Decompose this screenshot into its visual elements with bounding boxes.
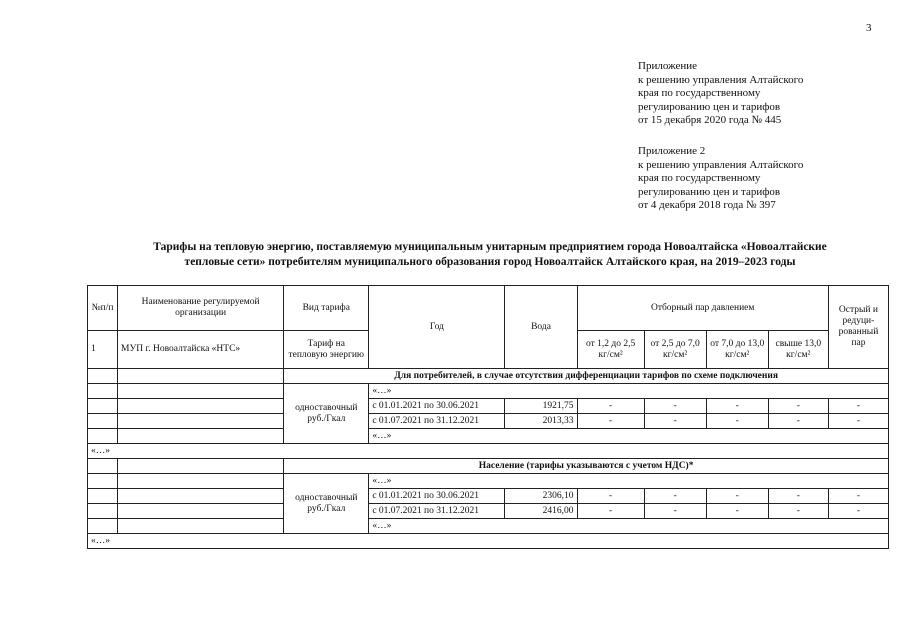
period-cell: с 01.07.2021 по 31.12.2021 (369, 414, 505, 429)
period-cell: с 01.01.2021 по 30.06.2021 (369, 399, 505, 414)
sharp-steam-cell: - (828, 414, 888, 429)
tariff-label-2: одноставочный руб./Гкал (284, 474, 369, 534)
header-year: Год (369, 286, 505, 369)
steam-cell: - (706, 489, 768, 504)
org-name: МУП г. Новоалтайска «НТС» (118, 331, 284, 369)
steam-cell: - (768, 399, 828, 414)
ellipsis: «…» (369, 429, 889, 444)
table-row (88, 399, 889, 414)
steam-cell: - (644, 504, 706, 519)
table-row (88, 489, 889, 504)
org-tariff-type: Тариф на тепловую энергию (284, 331, 369, 369)
steam-cell: - (577, 504, 644, 519)
header-sharp-steam: Острый и редуци-рованный пар (828, 286, 888, 369)
header-steam: Отборный пар давлением (577, 286, 828, 331)
header-org-name: Наименование регулируемой организации (118, 286, 284, 331)
appendix-line: края по государственному (638, 172, 761, 185)
title-line-2: тепловые сети» потребителям муниципального образования город Новоалтайск Алтайского края, на 2019–2023 годы (184, 256, 796, 268)
header-num: №п/п (88, 286, 118, 331)
ellipsis: «…» (369, 384, 889, 399)
ellipsis: «…» (369, 519, 889, 534)
steam-cell: - (577, 399, 644, 414)
section-title-2: Население (тарифы указываются с учетом НДС)* (284, 459, 889, 474)
steam-cell: - (577, 489, 644, 504)
water-cell: 2416,00 (505, 504, 577, 519)
appendix-line: регулированию цен и тарифов (638, 100, 781, 113)
header-steam-2: от 2,5 до 7,0 кг/см² (644, 331, 706, 369)
water-cell: 2013,33 (505, 414, 577, 429)
appendix-line: от 15 декабря 2020 года № 445 (638, 114, 782, 127)
steam-cell: - (768, 489, 828, 504)
steam-cell: - (644, 489, 706, 504)
appendix-line: к решению управления Алтайского (638, 158, 804, 171)
steam-cell: - (706, 399, 768, 414)
header-tariff-type: Вид тарифа (284, 286, 369, 331)
appendix-line: Приложение (638, 60, 698, 72)
header-steam-3: от 7,0 до 13,0 кг/см² (706, 331, 768, 369)
ellipsis: «…» (369, 474, 889, 489)
ellipsis: «…» (88, 534, 889, 549)
tariff-table (87, 285, 889, 549)
header-steam-1: от 1,2 до 2,5 кг/см² (577, 331, 644, 369)
org-num: 1 (88, 331, 118, 369)
water-cell: 1921,75 (505, 399, 577, 414)
steam-cell: - (706, 414, 768, 429)
sharp-steam-cell: - (828, 489, 888, 504)
period-cell: с 01.01.2021 по 30.06.2021 (369, 489, 505, 504)
title-line-1: Тарифы на тепловую энергию, поставляемую муниципальным унитарным предприятием города Новоалтайска «Новоалтайские (153, 241, 827, 253)
appendix-line: Приложение 2 (638, 145, 706, 157)
appendix-block-2 (638, 145, 803, 213)
steam-cell: - (577, 414, 644, 429)
steam-cell: - (706, 504, 768, 519)
sharp-steam-cell: - (828, 399, 888, 414)
steam-cell: - (644, 399, 706, 414)
appendix-block-1 (638, 60, 803, 128)
header-water: Вода (505, 286, 577, 369)
steam-cell: - (768, 504, 828, 519)
sharp-steam-cell: - (828, 504, 888, 519)
appendix-line: регулированию цен и тарифов (638, 185, 781, 198)
appendix-line: края по государственному (638, 87, 761, 100)
steam-cell: - (644, 414, 706, 429)
steam-cell: - (768, 414, 828, 429)
table-row (88, 414, 889, 429)
document-title (90, 240, 890, 270)
appendix-line: к решению управления Алтайского (638, 73, 804, 86)
water-cell: 2306,10 (505, 489, 577, 504)
ellipsis: «…» (88, 444, 889, 459)
page-number: 3 (866, 22, 872, 34)
appendix-line: от 4 декабря 2018 года № 397 (638, 199, 776, 212)
period-cell: с 01.07.2021 по 31.12.2021 (369, 504, 505, 519)
table-row (88, 504, 889, 519)
header-steam-4: свыше 13,0 кг/см² (768, 331, 828, 369)
tariff-label-1: одноставочный руб./Гкал (284, 384, 369, 444)
section-title-1: Для потребителей, в случае отсутствия дифференциации тарифов по схеме подключения (284, 369, 889, 384)
